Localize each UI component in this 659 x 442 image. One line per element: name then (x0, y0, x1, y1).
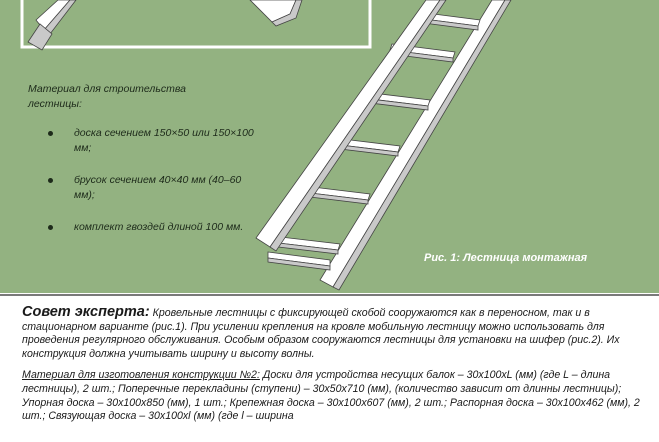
tip-title: Совет эксперта: (22, 304, 150, 320)
tip-materials-label: Материал для изготовления конструкции №2: (22, 369, 260, 382)
inset-frame (22, 0, 370, 47)
tip-materials (22, 369, 642, 423)
list-item: доска сечением 150×50 или 150×100 мм; (28, 126, 254, 156)
tip-paragraph (22, 306, 642, 361)
bullet-icon (48, 131, 53, 136)
inset-ladder-fragment (28, 0, 302, 50)
bullet-icon (48, 225, 53, 230)
list-item: брусок сечением 40×40 мм (40–60 мм); (28, 173, 254, 203)
ladder-bottom-brace (268, 252, 330, 270)
list-item: комплект гвоздей длиной 100 мм. (28, 220, 254, 235)
materials-heading: Материал для строительства лестницы: (28, 83, 186, 110)
bullet-icon (48, 178, 53, 183)
figure-caption: Рис. 1: Лестница монтажная (424, 252, 588, 264)
tip-body: Кровельные лестницы с фиксирующей скобой сооружаются как в переносном, так и в стационарном варианте (рис.1). При усилении крепления на кровле мобильную лестницу можно использовать для проведения регулярного обслуживания. Особым образом сооружаются лестницы для установки на шифер (рис.2). Их конструкция должна учитывать ширину и высоту волны. (22, 307, 620, 360)
tip-materials-body: Доски для устройства несущих балок – 30х100хL (мм) (где L – длина лестницы), 2 шт.; Поперечные перекладины (ступени) – 30х50х710 (мм), (количество зависит от длинны лестницы); Упорная доска – 30х100х850 (мм), 1 шт.; Крепежная доска – 30х100х607 (мм), 2 шт.; Распорная доска – 30х100х462 (мм), 2 шт.; Связующая доска – 30х100хl (мм) (где l – ширина (22, 369, 640, 423)
expert-tip (0, 294, 659, 442)
materials-list (28, 82, 258, 252)
